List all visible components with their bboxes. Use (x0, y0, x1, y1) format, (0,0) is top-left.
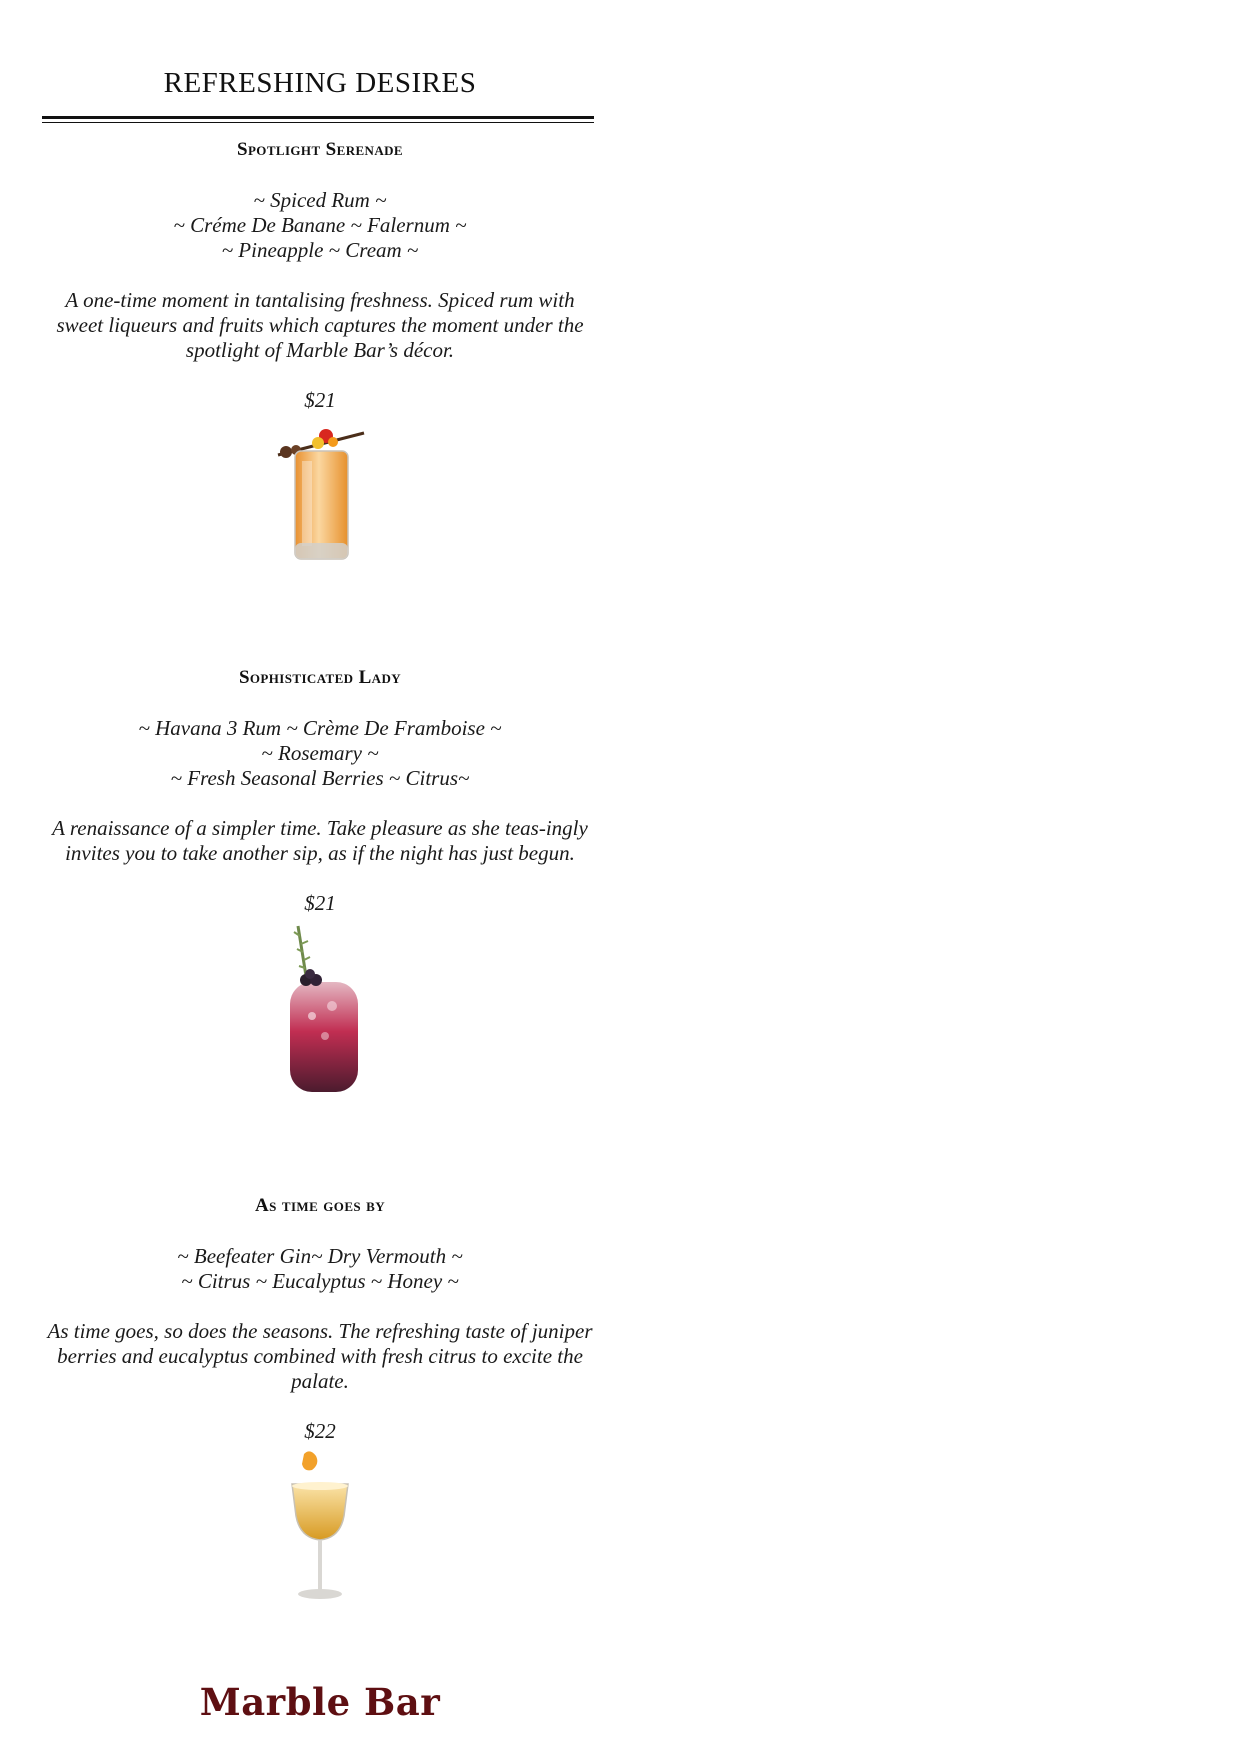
ingredient-line: ~ Fresh Seasonal Berries ~ Citrus~ (170, 766, 470, 790)
berry-cocktail-icon (270, 916, 370, 1096)
ingredient-line: ~ Spiced Rum ~ (253, 188, 387, 212)
ingredient-line: ~ Citrus ~ Eucalyptus ~ Honey ~ (181, 1269, 459, 1293)
drink-description: As time goes, so does the seasons. The refreshing taste of juniper berries and eucalyptus combined with fresh citrus to excite the palate. (47, 1319, 593, 1393)
drink-item (40, 1194, 600, 1606)
drink-description: A renaissance of a simpler time. Take pleasure as she teas-ingly invites you to take another sip, as if the night has just begun. (52, 816, 588, 865)
drink-name: Sophisticated Lady (238, 667, 402, 688)
drink-name: Spotlight Serenade (237, 139, 403, 160)
ingredient-line: ~ Rosemary ~ (261, 741, 379, 765)
wine-glass-cocktail-icon (270, 1446, 370, 1606)
title-rule-thin (42, 122, 594, 123)
title-rule-thick (42, 116, 594, 119)
ingredient-list (40, 716, 600, 791)
ingredient-line: ~ Havana 3 Rum ~ Crème De Framboise ~ (138, 716, 502, 740)
ingredient-list (40, 1244, 600, 1294)
drink-item (40, 138, 600, 566)
drink-price: $21 (304, 388, 336, 412)
drink-price: $22 (304, 1419, 336, 1443)
drink-item (40, 666, 600, 1096)
brand-logo: Marble Bar (199, 1680, 441, 1724)
section-title: REFRESHING DESIRES (163, 67, 477, 99)
drink-description: A one-time moment in tantalising freshness. Spiced rum with sweet liqueurs and fruits which captures the moment under the spotlight of Marble Bar’s décor. (56, 288, 584, 362)
drink-name: As time goes by (254, 1195, 386, 1216)
ingredient-line: ~ Beefeater Gin~ Dry Vermouth ~ (177, 1244, 463, 1268)
drink-price: $21 (304, 891, 336, 915)
ingredient-list (40, 188, 600, 263)
ingredient-line: ~ Pineapple ~ Cream ~ (221, 238, 419, 262)
highball-cocktail-icon (270, 421, 370, 566)
ingredient-line: ~ Créme De Banane ~ Falernum ~ (173, 213, 467, 237)
